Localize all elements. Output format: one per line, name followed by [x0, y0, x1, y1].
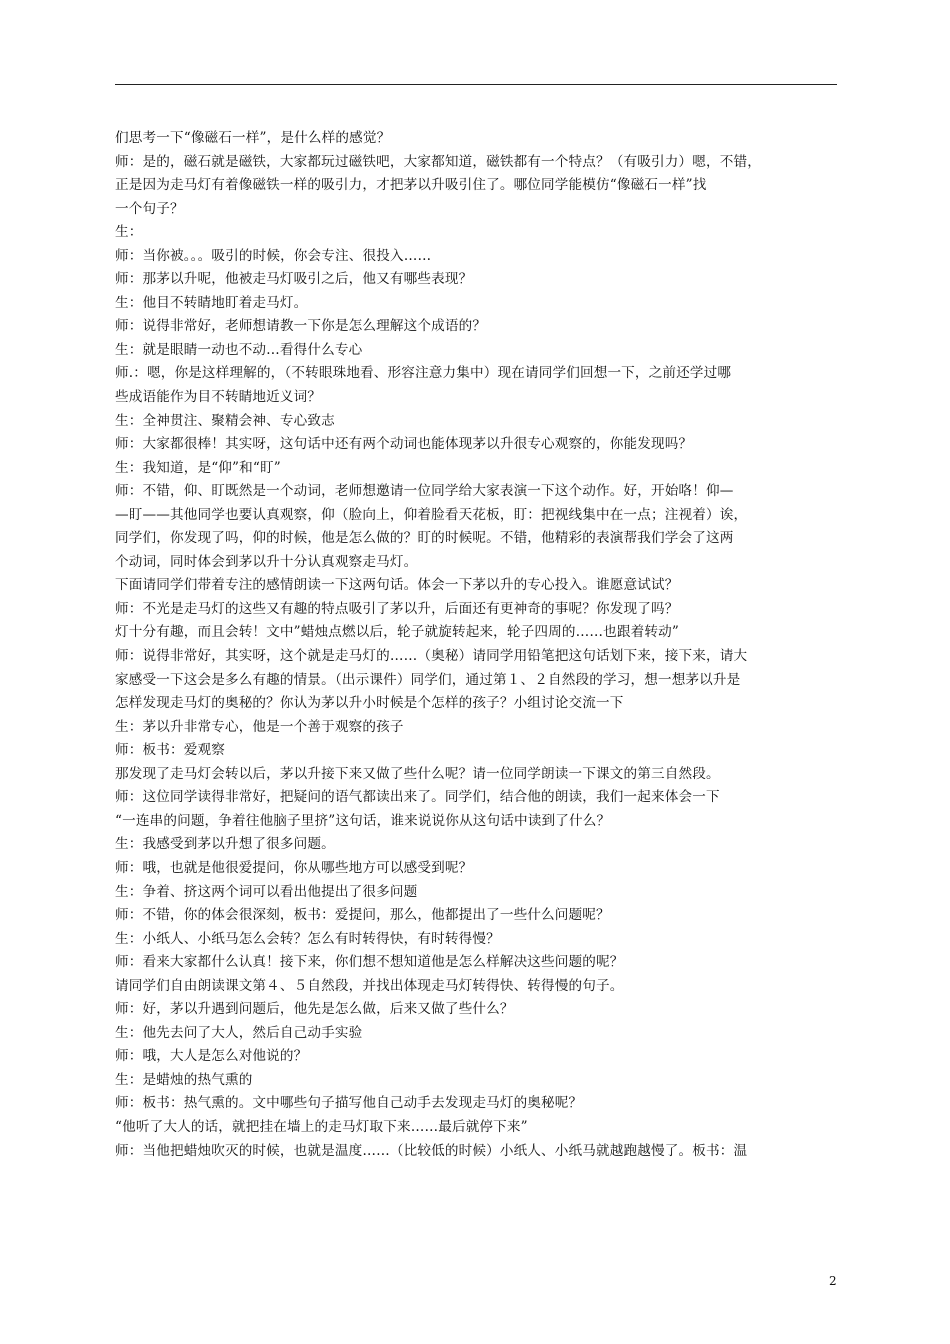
text-line: 些成语能作为目不转睛地近义词？ [115, 389, 322, 406]
text-line: 师：是的，磁石就是磁铁，大家都玩过磁铁吧，大家都知道，磁铁都有一个特点？（有吸引力）嗯，不错， [115, 153, 761, 170]
text-line: 师：板书：热气熏的。文中哪些句子描写他自己动手去发现走马灯的奥秘呢？ [115, 1095, 583, 1112]
text-line: —盯——其他同学也要认真观察，仰（脸向上，仰着脸看天花板，盯：把视线集中在一点；注视着）诶， [115, 506, 748, 523]
text-line: 师：不光是走马灯的这些又有趣的特点吸引了茅以升，后面还有更神奇的事呢？你发现了吗？ [115, 600, 679, 617]
text-line: 师：不错，仰、盯既然是一个动词，老师想邀请一位同学给大家表演一下这个动作。好，开始咯！仰— [115, 483, 734, 500]
text-line: 师：看来大家都什么认真！接下来，你们想不想知道他是怎么样解决这些问题的呢？ [115, 954, 624, 971]
text-line: 师：当你被。。。吸引的时候，你会专注、很投入…… [115, 247, 432, 264]
text-line: 师：哦，也就是他很爱提问，你从哪些地方可以感受到呢？ [115, 859, 473, 876]
text-line: 生：我知道，是“仰”和“盯” [115, 459, 281, 476]
text-line: 师：这位同学读得非常好，把疑问的语气都读出来了。同学们，结合他的朗读，我们一起来体会一下 [115, 789, 720, 806]
text-line: 怎样发现走马灯的奥秘的？你认为茅以升小时候是个怎样的孩子？小组讨论交流一下 [115, 695, 624, 712]
text-line: 师：大家都很棒！其实呀，这句话中还有两个动词也能体现茅以升很专心观察的，你能发现吗？ [115, 436, 693, 453]
text-line: 生：是蜡烛的热气熏的 [115, 1071, 253, 1088]
text-line: 灯十分有趣，而且会转！文中”蜡烛点燃以后，轮子就旋转起来，轮子四周的……也跟着转动” [115, 624, 679, 641]
text-line: 一个句子？ [115, 200, 184, 217]
text-line: 正是因为走马灯有着像磁铁一样的吸引力，才把茅以升吸引住了。哪位同学能模仿“像磁石一样”找 [115, 177, 707, 194]
text-line: 生：争着、挤这两个词可以看出他提出了很多问题 [115, 883, 418, 900]
text-line: 师：哦，大人是怎么对他说的？ [115, 1048, 308, 1065]
text-line: 生：就是眼睛一动也不动…看得什么专心 [115, 341, 363, 358]
document-body [115, 127, 839, 1163]
text-line: 生：我感受到茅以升想了很多问题。 [115, 836, 335, 853]
text-line: 家感受一下这会是多么有趣的情景。（出示课件）同学们，通过第１、２自然段的学习，想一想茅以升是 [115, 671, 741, 688]
text-line: 师：说得非常好，其实呀，这个就是走马灯的……（奥秘）请同学用铅笔把这句话划下来，接下来，请大 [115, 648, 748, 665]
text-line: “他听了大人的话，就把挂在墙上的走马灯取下来……最后就停下来” [115, 1118, 528, 1135]
text-line: 师：那茅以升呢，他被走马灯吸引之后，他又有哪些表现？ [115, 271, 473, 288]
text-line: 个动词，同时体会到茅以升十分认真观察走马灯。 [115, 553, 418, 570]
text-line: 生：小纸人、小纸马怎么会转？怎么有时转得快，有时转得慢？ [115, 930, 500, 947]
text-line: 同学们，你发现了吗，仰的时候，他是怎么做的？盯的时候呢。不错，他精彩的表演帮我们学会了这两 [115, 530, 734, 547]
text-line: 生：他先去问了大人，然后自己动手实验 [115, 1024, 363, 1041]
text-line: 师：不错，你的体会很深刻，板书：爱提问，那么，他都提出了一些什么问题呢？ [115, 907, 610, 924]
text-line: 生：全神贯注、聚精会神、专心致志 [115, 412, 335, 429]
text-line: 们思考一下“像磁石一样”，是什么样的感觉？ [115, 130, 391, 146]
text-line: 师.：嗯，你是这样理解的，（不转眼珠地看、形容注意力集中）现在请同学们回想一下，之前还学过哪 [115, 365, 732, 382]
text-line: 请同学们自由朗读课文第４、５自然段，并找出体现走马灯转得快、转得慢的句子。 [115, 977, 624, 994]
text-line: 师：当他把蜡烛吹灭的时候，也就是温度……（比较低的时候）小纸人、小纸马就越跑越慢了。板书：温 [115, 1142, 748, 1159]
page-number: 2 [829, 1274, 837, 1288]
text-line: 生：他目不转睛地盯着走马灯。 [115, 294, 308, 311]
text-line: 生：茅以升非常专心，他是一个善于观察的孩子 [115, 718, 404, 735]
text-line: 那发现了走马灯会转以后，茅以升接下来又做了些什么呢？请一位同学朗读一下课文的第三自然段。 [115, 765, 720, 782]
text-line: 师：板书：爱观察 [115, 742, 225, 759]
text-line: 下面请同学们带着专注的感情朗读一下这两句话。体会一下茅以升的专心投入。谁愿意试试？ [115, 577, 679, 594]
text-line: 生： [115, 224, 143, 241]
text-line: 师：说得非常好，老师想请教一下你是怎么理解这个成语的？ [115, 318, 487, 335]
text-line: 师：好，茅以升遇到问题后，他先是怎么做，后来又做了些什么？ [115, 1001, 514, 1018]
text-line: “一连串的问题，争着往他脑子里挤”这句话，谁来说说你从这句话中读到了什么？ [115, 812, 611, 829]
header-rule [115, 84, 837, 85]
